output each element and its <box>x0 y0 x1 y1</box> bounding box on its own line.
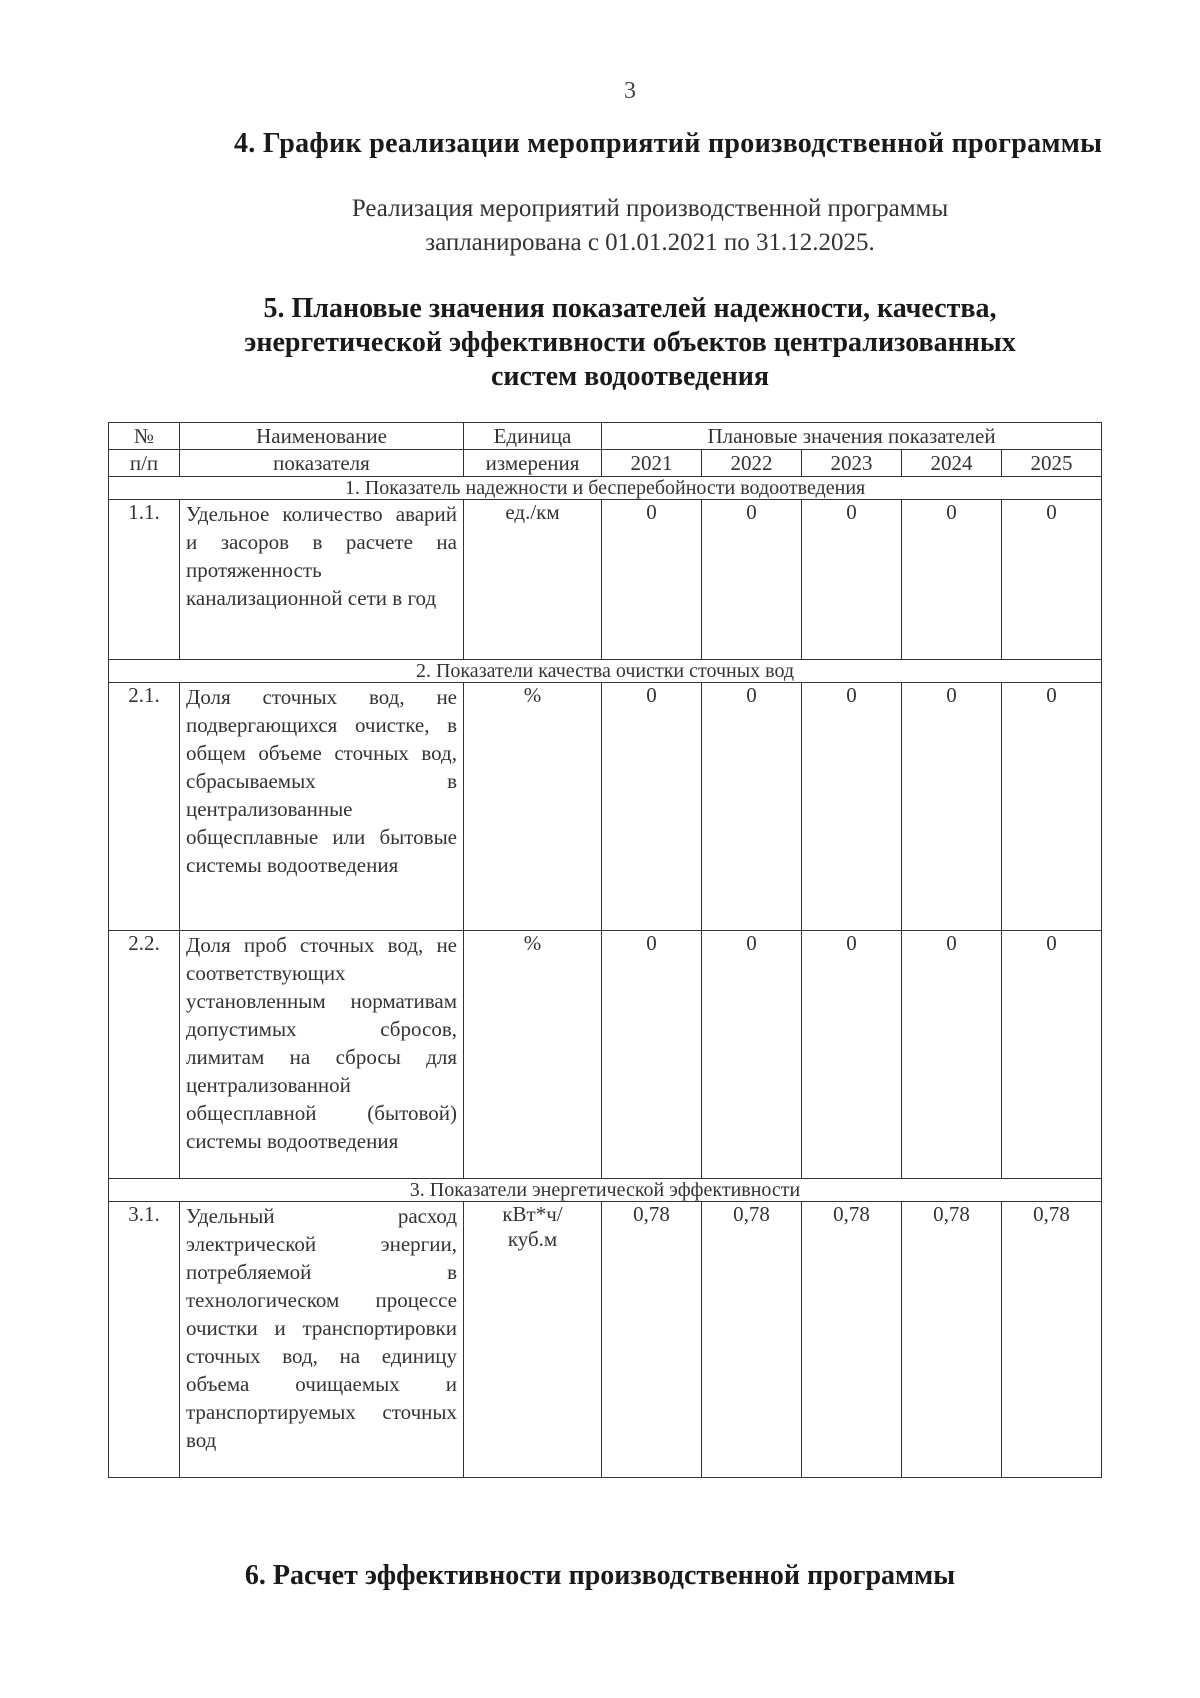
value-cell: 0 <box>902 683 1002 931</box>
value-cell: 0,78 <box>1002 1202 1102 1478</box>
value-cell: 0,78 <box>602 1202 702 1478</box>
table-row <box>109 1202 1102 1478</box>
table-row <box>109 500 1102 660</box>
section-row <box>109 477 1102 500</box>
value-cell: 0 <box>902 931 1002 1179</box>
value-cell: 0 <box>802 931 902 1179</box>
section-title: 3. Показатели энергетической эффективности <box>109 1179 1102 1202</box>
value-cell: 0 <box>1002 931 1102 1179</box>
header-unit-sub: измерения <box>464 450 602 477</box>
header-name-sub: показателя <box>180 450 464 477</box>
section-6-title: 6. Расчет эффективности производственной программы <box>244 1560 956 1591</box>
value-cell: 0 <box>602 931 702 1179</box>
unit-line-1: кВт*ч/ <box>502 1202 563 1226</box>
section-4-text <box>300 192 1000 260</box>
header-num: № <box>109 423 180 450</box>
header-year: 2023 <box>802 450 902 477</box>
section-4-text-line-2: запланирована с 01.01.2021 по 31.12.2025. <box>425 229 875 256</box>
value-cell: 0 <box>602 683 702 931</box>
value-cell: 0,78 <box>802 1202 902 1478</box>
header-year: 2025 <box>1002 450 1102 477</box>
value-cell: 0 <box>702 683 802 931</box>
row-number: 1.1. <box>109 500 180 660</box>
indicator-name: Доля проб сточных вод, не соответствующих установленным нормативам допустимых сбросов, лимитам на сбросы для централизованной общесплавной (бытовой) системы водоотведения <box>180 931 464 1179</box>
table-header <box>109 423 1102 477</box>
header-planned-values: Плановые значения показателей <box>602 423 1102 450</box>
table-row <box>109 931 1102 1179</box>
unit-cell: % <box>464 683 602 931</box>
unit-cell <box>464 1202 602 1478</box>
section-4-title: 4. График реализации мероприятий производственной программы <box>234 128 1103 159</box>
section-title: 1. Показатель надежности и бесперебойности водоотведения <box>109 477 1102 500</box>
value-cell: 0 <box>702 931 802 1179</box>
header-unit: Единица <box>464 423 602 450</box>
value-cell: 0 <box>802 500 902 660</box>
header-year: 2022 <box>702 450 802 477</box>
section-row <box>109 660 1102 683</box>
row-number: 2.1. <box>109 683 180 931</box>
row-number: 3.1. <box>109 1202 180 1478</box>
header-name: Наименование <box>180 423 464 450</box>
value-cell: 0,78 <box>702 1202 802 1478</box>
section-row <box>109 1179 1102 1202</box>
section-5-title <box>200 292 1060 394</box>
value-cell: 0 <box>802 683 902 931</box>
value-cell: 0 <box>1002 683 1102 931</box>
value-cell: 0 <box>702 500 802 660</box>
section-5-title-line-3: систем водоотведения <box>490 361 770 392</box>
indicator-name: Доля сточных вод, не подвергающихся очистке, в общем объеме сточных вод, сбрасываемых в централизованные общесплавные или бытовые системы водоотведения <box>180 683 464 931</box>
section-4-text-line-1: Реализация мероприятий производственной программы <box>351 195 949 222</box>
unit-cell: ед./км <box>464 500 602 660</box>
table-row <box>109 683 1102 931</box>
unit-line-2: куб.м <box>507 1227 558 1251</box>
section-5-title-line-1: 5. Плановые значения показателей надежности, качества, <box>263 293 997 324</box>
header-year: 2024 <box>902 450 1002 477</box>
page-number: 3 <box>624 78 636 104</box>
value-cell: 0 <box>902 500 1002 660</box>
indicator-name: Удельное количество аварий и засоров в расчете на протяженность канализационной сети в год <box>180 500 464 660</box>
section-5-title-line-2: энергетической эффективности объектов централизованных <box>244 327 1016 358</box>
value-cell: 0 <box>1002 500 1102 660</box>
unit-cell: % <box>464 931 602 1179</box>
value-cell: 0,78 <box>902 1202 1002 1478</box>
indicators-table <box>108 422 1102 1478</box>
section-title: 2. Показатели качества очистки сточных вод <box>109 660 1102 683</box>
indicator-name: Удельный расход электрической энергии, потребляемой в технологическом процессе очистки и транспортировки сточных вод, на единицу объема очищаемых и транспортируемых сточных вод <box>180 1202 464 1478</box>
header-num-sub: п/п <box>109 450 180 477</box>
row-number: 2.2. <box>109 931 180 1179</box>
header-year: 2021 <box>602 450 702 477</box>
value-cell: 0 <box>602 500 702 660</box>
